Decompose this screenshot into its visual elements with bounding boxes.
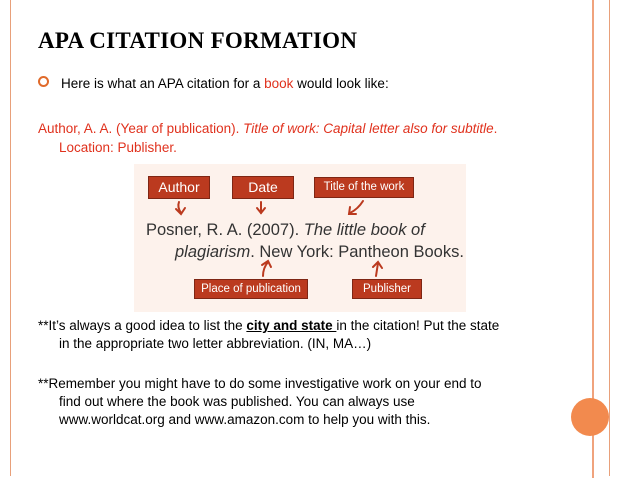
template-title-part: Title of work: Capital letter also for subtitle — [243, 121, 494, 136]
example-plain-2: . New York: Pantheon Books. — [250, 243, 464, 261]
example-plain-1: Posner, R. A. (2007). — [146, 221, 304, 239]
note2-line-1: **Remember you might have to do some investigative work on your end to — [38, 376, 482, 391]
note-city-state — [38, 317, 578, 353]
note1-before: **It’s always a good idea to list the — [38, 318, 247, 333]
template-line-2: Location: Publisher. — [59, 140, 177, 155]
template-part-3: . — [493, 121, 498, 136]
label-author: Author — [148, 176, 210, 199]
note2-line-3: www.worldcat.org and www.amazon.com to help you with this. — [59, 412, 431, 427]
slide-title: APA CITATION FORMATION — [38, 28, 358, 53]
example-italic-1: The little book of — [303, 221, 425, 239]
bullet-text-before: Here is what an APA citation for a — [61, 76, 265, 91]
note-investigative — [38, 375, 578, 429]
template-part-1: Author, A. A. (Year of publication). — [38, 121, 244, 136]
example-italic-2: plagiarism — [175, 243, 251, 261]
label-publisher: Publisher — [352, 279, 422, 299]
note1-after: in the citation! Put the state — [336, 318, 500, 333]
arrow-title — [350, 201, 363, 213]
label-date: Date — [232, 176, 294, 199]
note2-line-2: find out where the book was published. You can always use — [59, 394, 415, 409]
bullet-highlight-book: book — [264, 76, 294, 91]
bullet-text-after: would look like: — [293, 76, 389, 91]
note1-line-2: in the appropriate two letter abbreviation. (IN, MA…) — [59, 336, 372, 351]
note1-underlined: city and state — [246, 318, 337, 333]
label-title-of-work: Title of the work — [314, 177, 414, 198]
label-place-of-publication: Place of publication — [194, 279, 308, 299]
